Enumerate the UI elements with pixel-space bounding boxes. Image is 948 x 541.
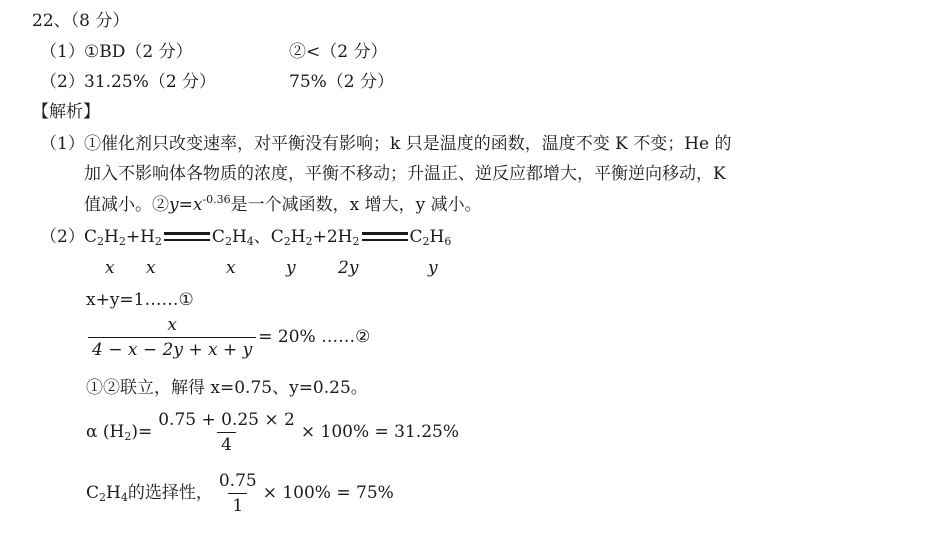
alpha-equation: α $(H_2)=$ $\frac{0.75 + 0.25 \times 2}{4}$ × 100% = 31.25% bbox=[86, 410, 459, 455]
answer-1-a: ①BD（2 分） bbox=[84, 42, 193, 62]
analysis-title: 【解析】 bbox=[32, 102, 100, 122]
selectivity-fraction bbox=[215, 471, 261, 516]
var-label: x bbox=[226, 258, 236, 278]
double-equals-sign bbox=[164, 232, 210, 241]
selectivity-equation: $C_2H_4$的选择性， $\frac{0.75}{1}$ × 100% = 75% bbox=[86, 471, 394, 516]
analysis-part1-line1: ①催化剂只改变速率，对平衡没有影响；k 只是温度的函数，温度不变 K 不变；He 的 bbox=[84, 134, 732, 154]
analysis-part1-label: （1） bbox=[40, 134, 85, 154]
question-number: 22、 bbox=[32, 11, 71, 31]
exponent: -0.36 bbox=[202, 193, 231, 206]
fraction-numerator: x bbox=[167, 315, 177, 335]
equation-1: x+y=1……① bbox=[86, 290, 194, 310]
var-label: 2y bbox=[338, 258, 359, 278]
answer-2-b: 75%（2 分） bbox=[289, 72, 395, 92]
equals-sign: = bbox=[178, 195, 193, 215]
alpha-result: × 100% = 31.25% bbox=[300, 422, 459, 442]
question-header bbox=[32, 10, 129, 32]
fraction-denominator: 4 bbox=[217, 432, 236, 455]
answer-2-a: 31.25%（2 分） bbox=[84, 72, 217, 92]
var-label: x bbox=[105, 258, 115, 278]
double-equals-sign bbox=[362, 232, 408, 241]
equation-2-rest: = 20% ……② bbox=[258, 327, 371, 347]
line3-text-b: 是一个减函数，x 增大，y 减小。 bbox=[230, 195, 482, 215]
var-label: y bbox=[286, 258, 296, 278]
solve-line: ①②联立，解得 x=0.75、y=0.25。 bbox=[86, 378, 368, 398]
reaction-2: $C_2H_2+2H_2$ $C_2H_6$ bbox=[270, 227, 452, 248]
var-y: y bbox=[169, 195, 179, 215]
answer-row-2-label: （2） bbox=[40, 72, 85, 92]
analysis-part1-line2: 加入不影响体各物质的浓度，平衡不移动；升温正、逆反应都增大，平衡逆向移动，K bbox=[84, 164, 726, 184]
answer-1-b: ②<（2 分） bbox=[289, 42, 388, 62]
line3-text-a: 值减小。② bbox=[84, 195, 169, 215]
reaction-equations bbox=[84, 226, 451, 248]
fraction-numerator: 0.75 + 0.25 × 2 bbox=[158, 410, 295, 430]
analysis-part1-line3 bbox=[84, 194, 482, 216]
answer-row-1-label: （1） bbox=[40, 42, 85, 62]
fraction-denominator: 4 − x − 2y + x + y bbox=[88, 337, 256, 360]
fraction-numerator: 0.75 bbox=[218, 471, 257, 491]
var-label: y bbox=[428, 258, 438, 278]
equation-2 bbox=[86, 315, 370, 360]
question-points: （8 分） bbox=[70, 11, 130, 31]
fraction-denominator: 1 bbox=[228, 493, 247, 516]
alpha-label: α (H bbox=[86, 422, 125, 442]
selectivity-label: 的选择性， bbox=[127, 483, 213, 503]
alpha-fraction bbox=[154, 410, 299, 455]
equation-2-fraction bbox=[88, 315, 256, 360]
analysis-part2-label: （2） bbox=[40, 227, 85, 247]
reaction-1: $C_2H_2+H_2$ $C_2H_4$、 bbox=[84, 227, 271, 248]
selectivity-result: × 100% = 75% bbox=[262, 483, 394, 503]
var-x: x bbox=[192, 195, 203, 215]
var-label: x bbox=[146, 258, 156, 278]
